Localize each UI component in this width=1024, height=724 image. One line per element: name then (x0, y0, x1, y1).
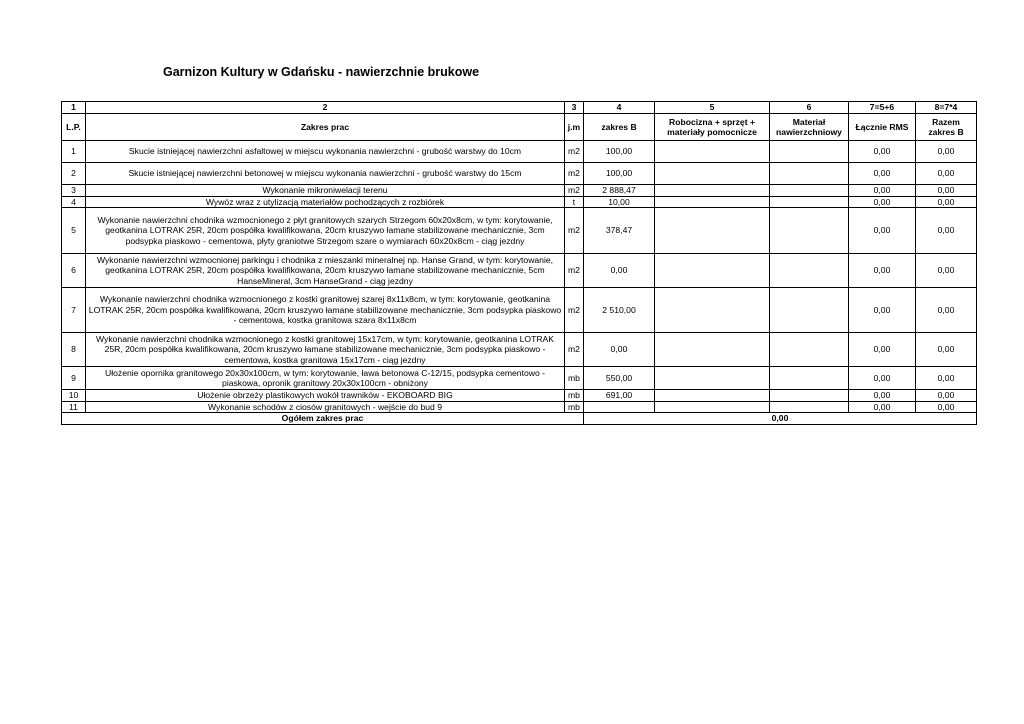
column-number-row (62, 102, 977, 114)
unit: m2 (565, 254, 584, 288)
work-description: Ułożenie opornika granitowego 20x30x100cm, w tym: korytowanie, ława betonowa C-12/15, podsypka cementowo - piaskowa, opronik granitowy 20x30x100cm - obniżony (86, 367, 565, 390)
total-value: 0,00 (584, 413, 977, 425)
total-amount: 0,00 (916, 163, 977, 185)
page-title: Garnizon Kultury w Gdańsku - nawierzchnie brukowe (163, 65, 480, 79)
column-header: L.P. (62, 114, 86, 141)
total-rms: 0,00 (849, 367, 916, 390)
total-label: Ogółem zakres prac (62, 413, 584, 425)
quantity: 2 510,00 (584, 288, 655, 333)
total-amount: 0,00 (916, 288, 977, 333)
column-header: Zakres prac (86, 114, 565, 141)
work-description: Wykonanie nawierzchni chodnika wzmocnionego z kostki granitowej 15x17cm, w tym: korytowanie, geotkanina LOTRAK 25R, 20cm pospółka kwalifikowana, 20cm kruszywo łamane stabilizowane mechanicznie, 3cm podsypka piaskowo - cementowa, kostka granitowa 15x17cm - ciąg jezdny (86, 333, 565, 367)
labor-equipment-cost (655, 185, 770, 197)
column-header: Materiał nawierzchniowy (770, 114, 849, 141)
surface-material-cost (770, 163, 849, 185)
surface-material-cost (770, 390, 849, 402)
total-amount: 0,00 (916, 333, 977, 367)
labor-equipment-cost (655, 141, 770, 163)
total-rms: 0,00 (849, 196, 916, 208)
row-number: 9 (62, 367, 86, 390)
table-row (62, 141, 977, 163)
row-number: 4 (62, 196, 86, 208)
column-number: 3 (565, 102, 584, 114)
surface-material-cost (770, 288, 849, 333)
surface-material-cost (770, 196, 849, 208)
total-amount: 0,00 (916, 254, 977, 288)
quantity: 2 888,47 (584, 185, 655, 197)
labor-equipment-cost (655, 401, 770, 413)
total-amount: 0,00 (916, 185, 977, 197)
surface-material-cost (770, 254, 849, 288)
quantity: 550,00 (584, 367, 655, 390)
surface-material-cost (770, 141, 849, 163)
unit: mb (565, 401, 584, 413)
column-number: 6 (770, 102, 849, 114)
total-row (62, 413, 977, 425)
work-description: Wykonanie nawierzchni chodnika wzmocnionego z płyt granitowych szarych Strzegom 60x20x8cm, w tym: korytowanie, geotkanina LOTRAK 25R, 20cm pospółka kwalifikowana, 20cm kruszywo łamane stabilizowane mechanicznie, 3cm podsypka piaskowo - cementowa, płyty graniotwe Strzegom szare o wymiarach 60x20x8cm - ciąg jezdny (86, 208, 565, 254)
column-number: 1 (62, 102, 86, 114)
column-header: zakres B (584, 114, 655, 141)
column-number: 2 (86, 102, 565, 114)
surface-material-cost (770, 367, 849, 390)
table-row (62, 333, 977, 367)
quantity: 0,00 (584, 333, 655, 367)
labor-equipment-cost (655, 196, 770, 208)
unit: m2 (565, 208, 584, 254)
quantity: 100,00 (584, 141, 655, 163)
quantity: 378,47 (584, 208, 655, 254)
labor-equipment-cost (655, 367, 770, 390)
quantity (584, 401, 655, 413)
column-number: 5 (655, 102, 770, 114)
surface-material-cost (770, 333, 849, 367)
column-number: 4 (584, 102, 655, 114)
table-row (62, 401, 977, 413)
column-header-row (62, 114, 977, 141)
total-rms: 0,00 (849, 163, 916, 185)
table-row (62, 185, 977, 197)
total-amount: 0,00 (916, 141, 977, 163)
surface-material-cost (770, 401, 849, 413)
total-amount: 0,00 (916, 208, 977, 254)
row-number: 1 (62, 141, 86, 163)
work-description: Wywóz wraz z utylizacją materiałów pochodzących z rozbiórek (86, 196, 565, 208)
total-rms: 0,00 (849, 208, 916, 254)
row-number: 6 (62, 254, 86, 288)
cost-estimate-table (61, 101, 977, 425)
row-number: 5 (62, 208, 86, 254)
work-description: Wykonanie schodów z ciosów granitowych - wejście do bud 9 (86, 401, 565, 413)
quantity: 691,00 (584, 390, 655, 402)
column-header: j.m (565, 114, 584, 141)
row-number: 10 (62, 390, 86, 402)
unit: mb (565, 367, 584, 390)
total-amount: 0,00 (916, 401, 977, 413)
unit: mb (565, 390, 584, 402)
work-description: Wykonanie nawierzchni wzmocnionej parkingu i chodnika z mieszanki mineralnej np. Hanse Grand, w tym: korytowanie, geotkanina LOTRAK 25R, 20cm pospółka kwalifikowana, 20cm kruszywo łamane stabilizowane mechanicznie, 5cm HanseMineral, 3cm HanseGrand - ciąg jezdny (86, 254, 565, 288)
total-rms: 0,00 (849, 401, 916, 413)
total-rms: 0,00 (849, 390, 916, 402)
work-description: Wykonanie mikroniwelacji terenu (86, 185, 565, 197)
row-number: 11 (62, 401, 86, 413)
total-rms: 0,00 (849, 288, 916, 333)
surface-material-cost (770, 208, 849, 254)
unit: m2 (565, 185, 584, 197)
labor-equipment-cost (655, 254, 770, 288)
quantity: 0,00 (584, 254, 655, 288)
table-row (62, 390, 977, 402)
surface-material-cost (770, 185, 849, 197)
table-row (62, 163, 977, 185)
work-description: Ułożenie obrzeży plastikowych wokół trawników - EKOBOARD BIG (86, 390, 565, 402)
labor-equipment-cost (655, 208, 770, 254)
total-amount: 0,00 (916, 390, 977, 402)
work-description: Skucie istniejącej nawierzchni betonowej w miejscu wykonania nawierzchni - grubość warstwy do 15cm (86, 163, 565, 185)
work-description: Wykonanie nawierzchni chodnika wzmocnionego z kostki granitowej szarej 8x11x8cm, w tym: korytowanie, geotkanina LOTRAK 25R, 20cm pospółka kwalifikowana, 20cm kruszywo łamane stabilizowane mechanicznie, 3cm podsypka piaskowo - cementowa, kostka granitowa szara 8x11x8cm (86, 288, 565, 333)
unit: m2 (565, 163, 584, 185)
unit: m2 (565, 288, 584, 333)
column-header: Razem zakres B (916, 114, 977, 141)
total-rms: 0,00 (849, 141, 916, 163)
table-row (62, 254, 977, 288)
total-amount: 0,00 (916, 196, 977, 208)
column-header: Łącznie RMS (849, 114, 916, 141)
labor-equipment-cost (655, 163, 770, 185)
quantity: 100,00 (584, 163, 655, 185)
table-row (62, 367, 977, 390)
unit: m2 (565, 141, 584, 163)
total-rms: 0,00 (849, 185, 916, 197)
column-number: 8=7*4 (916, 102, 977, 114)
labor-equipment-cost (655, 390, 770, 402)
table-row (62, 288, 977, 333)
total-rms: 0,00 (849, 254, 916, 288)
row-number: 2 (62, 163, 86, 185)
work-description: Skucie istniejącej nawierzchni asfaltowej w miejscu wykonania nawierzchni - grubość warstwy do 10cm (86, 141, 565, 163)
row-number: 3 (62, 185, 86, 197)
unit: t (565, 196, 584, 208)
table-row (62, 208, 977, 254)
total-rms: 0,00 (849, 333, 916, 367)
column-number: 7=5+6 (849, 102, 916, 114)
total-amount: 0,00 (916, 367, 977, 390)
row-number: 7 (62, 288, 86, 333)
column-header: Robocizna + sprzęt + materiały pomocnicze (655, 114, 770, 141)
quantity: 10,00 (584, 196, 655, 208)
unit: m2 (565, 333, 584, 367)
table-row (62, 196, 977, 208)
labor-equipment-cost (655, 333, 770, 367)
row-number: 8 (62, 333, 86, 367)
labor-equipment-cost (655, 288, 770, 333)
